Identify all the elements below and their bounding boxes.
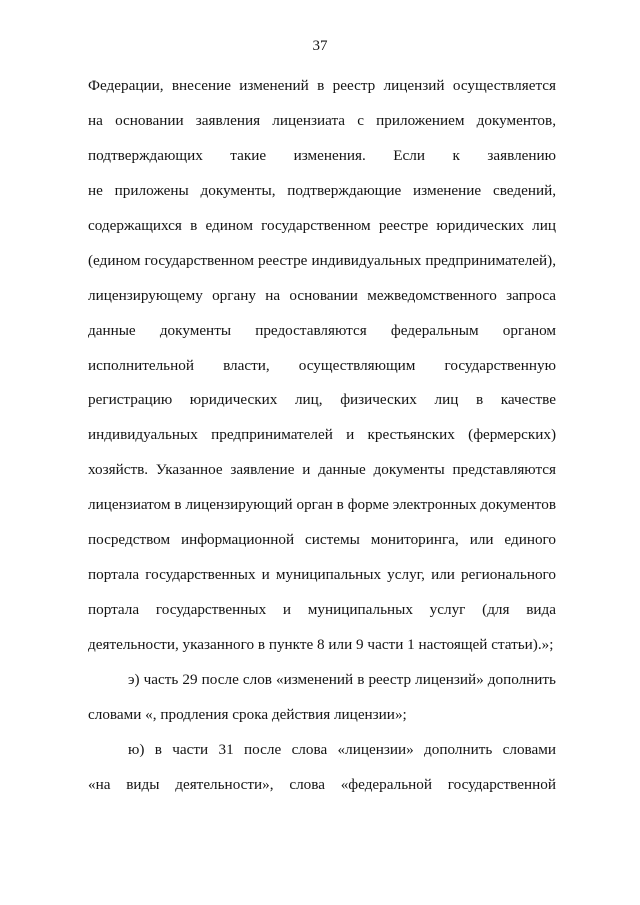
text-line: э) часть 29 после слов «изменений в реестр лицензий» дополнить (128, 670, 556, 688)
text-line: регистрацию юридических лиц, физических лиц в качестве (88, 391, 556, 409)
body-text (88, 72, 556, 806)
text-line: лицензиатом в лицензирующий орган в форме электронных документов (88, 496, 556, 514)
text-line: «на виды деятельности», слова «федеральной государственной (88, 775, 556, 793)
text-line: хозяйств. Указанное заявление и данные документы представляются (88, 461, 556, 479)
text-line: данные документы предоставляются федеральным органом (88, 321, 556, 339)
text-line: ю) в части 31 после слова «лицензии» дополнить словами (128, 740, 556, 758)
text-line: (едином государственном реестре индивидуальных предпринимателей), (88, 251, 556, 269)
text-line: портала государственных и муниципальных услуг, или регионального (88, 566, 556, 584)
text-line: портала государственных и муниципальных услуг (для вида (88, 601, 556, 619)
page-number: 37 (312, 38, 328, 54)
text-line: Федерации, внесение изменений в реестр лицензий осуществляется (88, 77, 556, 94)
text-line: на основании заявления лицензиата с приложением документов, (88, 111, 556, 129)
text-line: лицензирующему органу на основании межведомственного запроса (88, 286, 556, 304)
text-line: посредством информационной системы мониторинга, или единого (88, 531, 556, 549)
text-line: словами «, продления срока действия лицензии»; (88, 705, 407, 723)
text-line: содержащихся в едином государственном реестре юридических лиц (88, 216, 556, 234)
text-line: исполнительной власти, осуществляющим государственную (88, 356, 556, 374)
text-line: подтверждающих такие изменения. Если к заявлению (88, 146, 556, 164)
text-line: индивидуальных предпринимателей и крестьянских (фермерских) (88, 426, 556, 444)
text-line: не приложены документы, подтверждающие изменение сведений, (88, 181, 556, 199)
text-line: деятельности, указанного в пункте 8 или 9 части 1 настоящей статьи).»; (88, 636, 554, 653)
